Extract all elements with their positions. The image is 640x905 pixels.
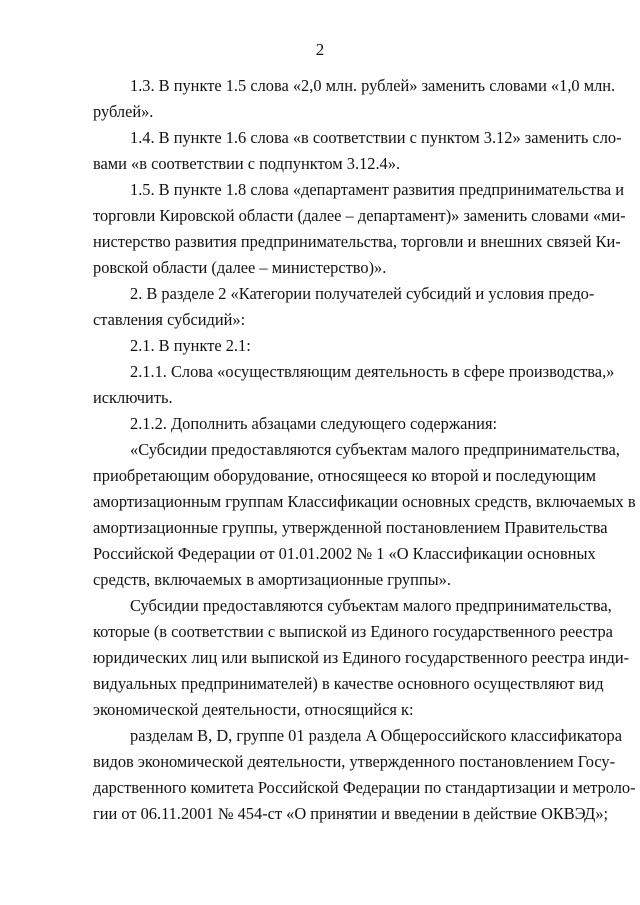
quote-1-line-4: амортизационные группы, утвержденной постановлением Правительства xyxy=(93,518,608,537)
paragraph-2-1-line-1: 2.1. В пункте 2.1: xyxy=(130,336,251,355)
quote-2-line-3: юридических лиц или выпиской из Единого государственного реестра инди- xyxy=(93,648,630,667)
page-number: 2 xyxy=(315,40,325,59)
paragraph-2-1-1-line-2: исключить. xyxy=(93,388,173,407)
paragraph-1-4-line-1: 1.4. В пункте 1.6 слова «в соответствии с пунктом 3.12» заменить сло- xyxy=(130,128,622,147)
quote-2-line-1: Субсидии предоставляются субъектам малого предпринимательства, xyxy=(130,596,612,615)
quote-2-line-2: которые (в соответствии с выпиской из Единого государственного реестра xyxy=(93,622,613,641)
quote-1-line-3: амортизационным группам Классификации основных средств, включаемых в xyxy=(93,492,636,511)
quote-1-line-5: Российской Федерации от 01.01.2002 № 1 «О Классификации основных xyxy=(93,544,596,563)
quote-1-line-1: «Субсидии предоставляются субъектам малого предпринимательства, xyxy=(130,440,620,459)
quote-3-line-2: видов экономической деятельности, утвержденного постановлением Госу- xyxy=(93,752,616,771)
paragraph-1-5-line-1: 1.5. В пункте 1.8 слова «департамент развития предпринимательства и xyxy=(130,180,624,199)
paragraph-2-line-2: ставления субсидий»: xyxy=(93,310,246,329)
quote-3-line-3: дарственного комитета Российской Федерации по стандартизации и метроло- xyxy=(93,778,636,797)
quote-1-line-2: приобретающим оборудование, относящееся ко второй и последующим xyxy=(93,466,596,485)
paragraph-2-line-1: 2. В разделе 2 «Категории получателей субсидий и условия предо- xyxy=(130,284,595,303)
quote-2-line-5: экономической деятельности, относящийся к: xyxy=(93,700,414,719)
paragraph-1-3-line-2: рублей». xyxy=(93,102,154,121)
quote-3-line-4: гии от 06.11.2001 № 454-ст «О принятии и введении в действие ОКВЭД»; xyxy=(93,804,609,823)
quote-1-line-6: средств, включаемых в амортизационные группы». xyxy=(93,570,451,589)
quote-3-line-1: разделам B, D, группе 01 раздела A Общероссийского классификатора xyxy=(130,726,622,745)
paragraph-1-5-line-3: нистерство развития предпринимательства, торговли и внешних связей Ки- xyxy=(93,232,621,251)
paragraph-2-1-2-line-1: 2.1.2. Дополнить абзацами следующего содержания: xyxy=(130,414,498,433)
paragraph-1-5-line-4: ровской области (далее – министерство)». xyxy=(93,258,387,277)
paragraph-1-4-line-2: вами «в соответствии с подпунктом 3.12.4». xyxy=(93,154,401,173)
quote-2-line-4: видуальных предпринимателей) в качестве основного осуществляют вид xyxy=(93,674,604,693)
paragraph-1-3-line-1: 1.3. В пункте 1.5 слова «2,0 млн. рублей» заменить словами «1,0 млн. xyxy=(130,76,616,95)
paragraph-1-5-line-2: торговли Кировской области (далее – департамент)» заменить словами «ми- xyxy=(93,206,626,225)
paragraph-2-1-1-line-1: 2.1.1. Слова «осуществляющим деятельность в сфере производства,» xyxy=(130,362,615,381)
